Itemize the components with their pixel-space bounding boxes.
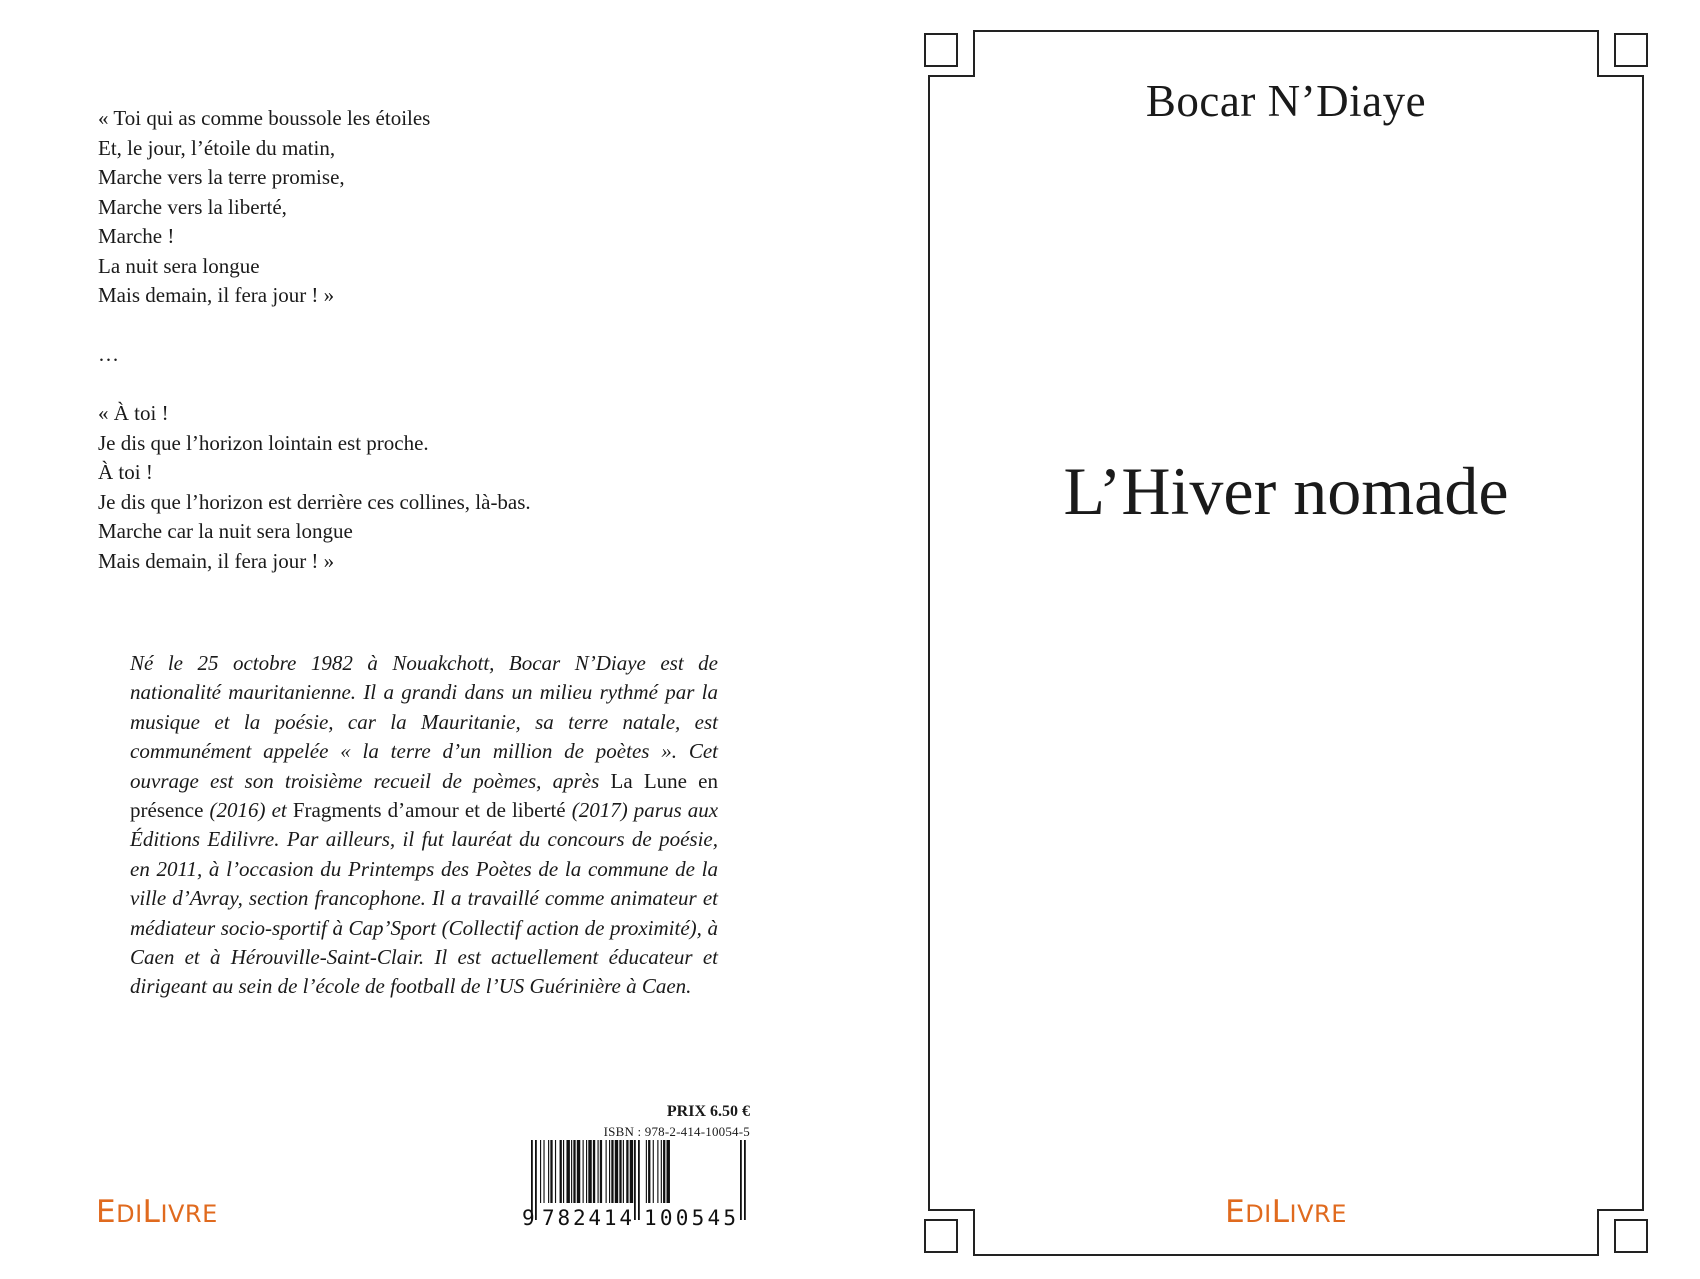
poem-line: « Toi qui as comme boussole les étoiles (98, 106, 431, 130)
bio-text: Né le 25 octobre 1982 à Nouakchott, Bocar N’Diaye est de nationalité mauritanienne. Il a grandi dans un milieu rythmé par la musique et la poésie, car la Mauritanie, sa terre natale, est communément appelée « la terre d’un million de poètes ». Cet ouvrage est son troisième recueil de poèmes, après (130, 651, 718, 793)
logo-letter: E (1225, 1194, 1246, 1230)
book-title-2: Fragments d’amour et de liberté (292, 798, 566, 823)
poem-line: Mais demain, il fera jour ! » (98, 548, 335, 573)
poem-line: Je dis que l’horizon lointain est proche. (98, 430, 429, 455)
barcode-first-digit: 9 (522, 1206, 535, 1230)
poem-ellipsis: … (98, 342, 119, 366)
publisher-logo (96, 1194, 218, 1230)
poem-line: Marche ! (98, 224, 175, 248)
book-title-1: La Lune en présence (130, 768, 719, 823)
price-label: PRIX 6.50 € (666, 1103, 750, 1120)
barcode-digits (520, 1203, 750, 1231)
bio-text: (2016) et (209, 798, 287, 823)
logo-letter: E (96, 1194, 117, 1230)
logo-letters: IVRE (160, 1200, 218, 1228)
barcode-left-digits: 782414 (542, 1206, 632, 1230)
author-name: Bocar N’Diaye (1145, 76, 1427, 126)
poem-line: Marche vers la liberté, (98, 194, 287, 219)
poem-line: « À toi ! (98, 401, 169, 425)
poem-line: Marche car la nuit sera longue (98, 519, 353, 543)
poem-line: Je dis que l’horizon est derrière ces collines, là-bas. (98, 489, 531, 514)
poem-line: Et, le jour, l’étoile du matin, (98, 135, 336, 160)
poem-excerpt (98, 104, 698, 606)
logo-letters: DI (1245, 1200, 1272, 1228)
isbn-label: ISBN : 978-2-414-10054-5 (603, 1124, 750, 1139)
poem-stanza-1 (98, 104, 698, 311)
barcode-right-digits: 100545 (644, 1206, 736, 1230)
book-title: L’Hiver nomade (1063, 453, 1509, 529)
logo-letters: IVRE (1289, 1200, 1347, 1228)
decorative-frame (912, 30, 1660, 1256)
author-biography (130, 649, 718, 1002)
logo-letter: L (1271, 1194, 1290, 1230)
poem-line: Marche vers la terre promise, (98, 165, 345, 189)
poem-line: La nuit sera longue (98, 253, 260, 278)
logo-letter: L (142, 1194, 161, 1230)
poem-line: Mais demain, il fera jour ! » (98, 283, 335, 307)
poem-stanza-2 (98, 399, 698, 576)
poem-line: À toi ! (98, 460, 153, 484)
publisher-logo (1224, 1194, 1348, 1230)
bio-text: (2017) parus aux Éditions Edilivre. Par ailleurs, il fut lauréat du concours de poésie, en 2011, à l’occasion du Printemps des Poètes de la commune de la ville d’Avray, section francophone. Il a travaillé comme animateur et médiateur socio-sportif à Cap’Sport (Collectif action de proximité), à Caen et à Hérouville-Saint-Clair. Il est actuellement éducateur et dirigeant au sein de l’école de football de l’US Guérinière à Caen. (130, 798, 719, 999)
logo-letters: DI (116, 1200, 143, 1228)
